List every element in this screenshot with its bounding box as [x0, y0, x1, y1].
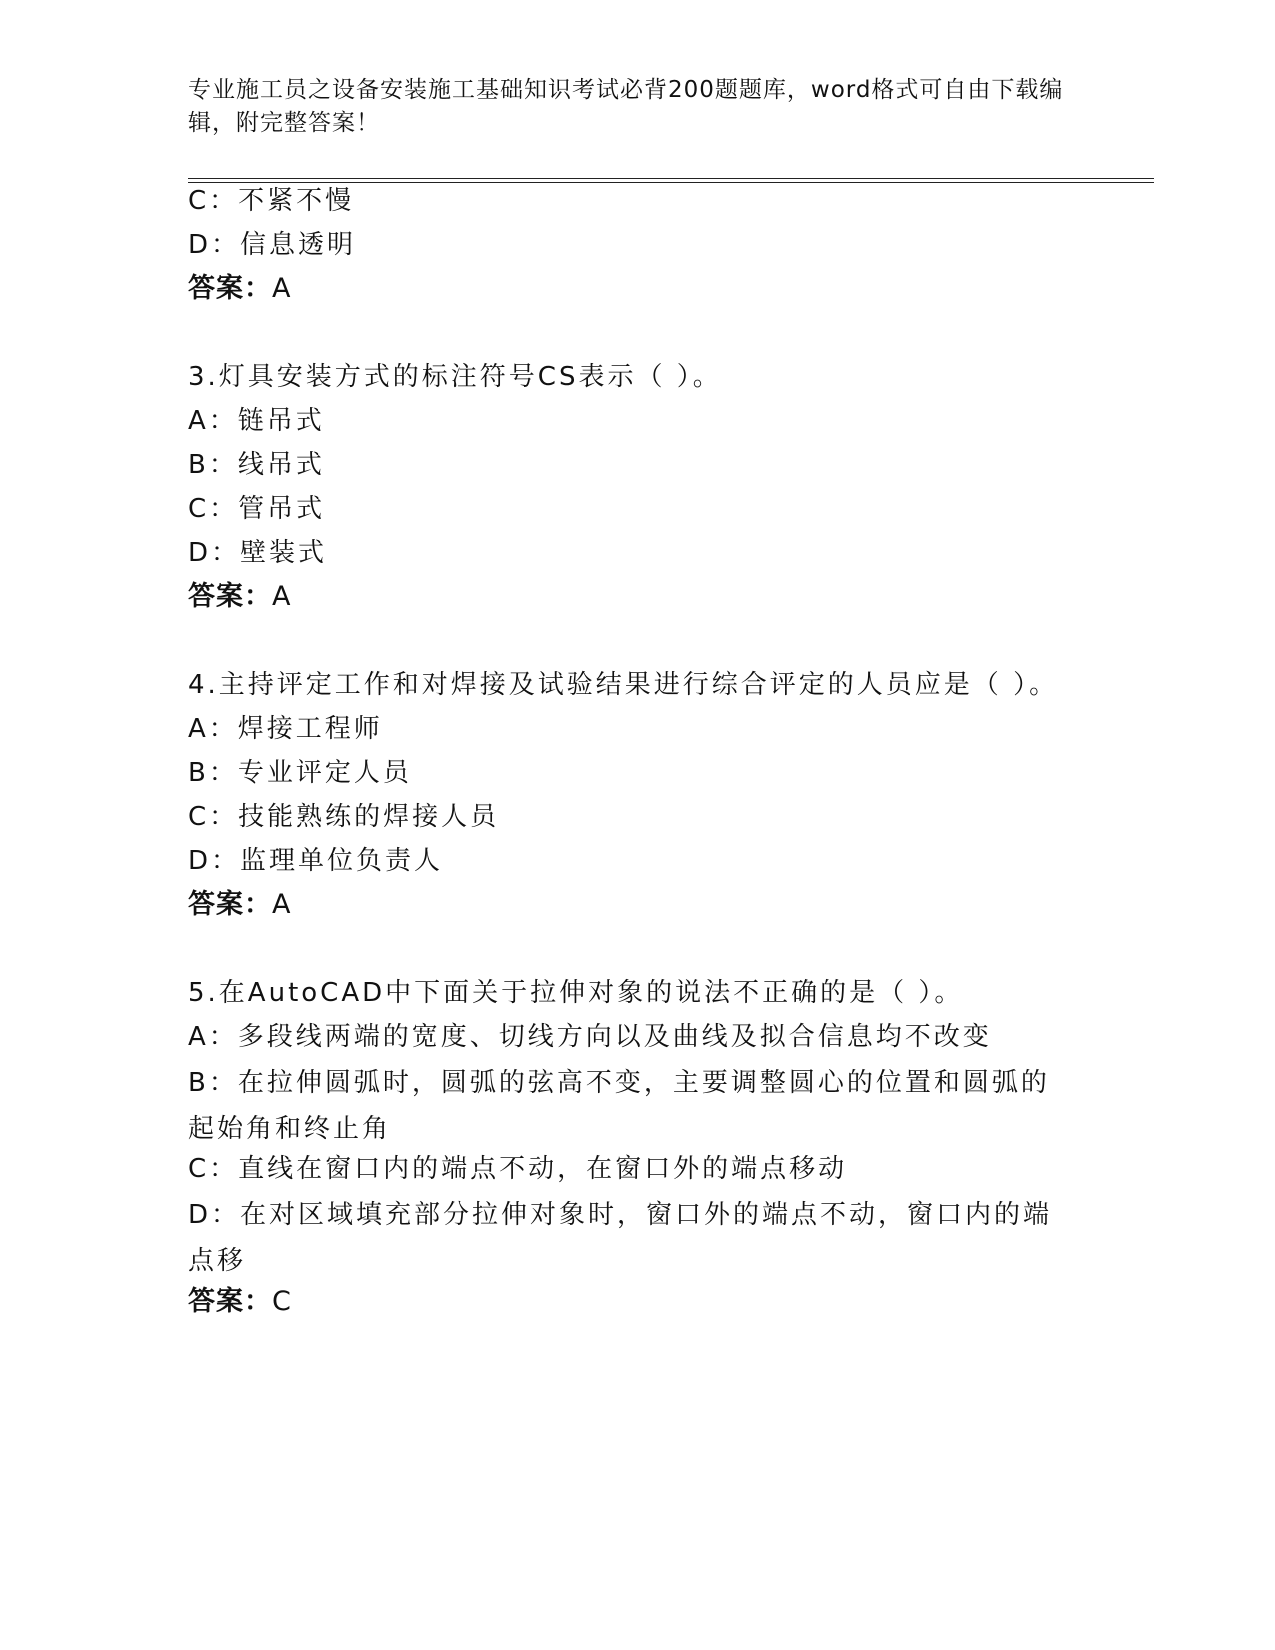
q5-option-d: D：在对区域填充部分拉伸对象时，窗口外的端点不动，窗口内的端点移 [188, 1200, 1053, 1276]
answer-value: A [272, 889, 292, 920]
q5-option-a: A：多段线两端的宽度、切线方向以及曲线及拟合信息均不改变 [188, 1022, 992, 1052]
answer-value: A [272, 273, 292, 304]
header-divider-top [188, 178, 1154, 179]
q4-option-d: D：监理单位负责人 [188, 846, 444, 876]
q3-stem: 3.灯具安装方式的标注符号CS表示（ ）。 [188, 362, 722, 392]
header-divider-bottom [188, 182, 1154, 183]
q5-answer [188, 1285, 292, 1319]
q4-option-c: C：技能熟练的焊接人员 [188, 802, 500, 832]
answer-value: C [272, 1286, 292, 1317]
q2-option-d: D：信息透明 [188, 230, 357, 260]
q3-answer [188, 580, 291, 614]
q5-stem: 5.在AutoCAD中下面关于拉伸对象的说法不正确的是（ ）。 [188, 978, 964, 1008]
q4-option-b: B：专业评定人员 [188, 758, 412, 788]
document-header: 专业施工员之设备安装施工基础知识考试必背200题题库，word格式可自由下载编辑，附完整答案！ [188, 77, 1064, 136]
q3-option-d: D：壁装式 [188, 538, 328, 568]
q4-option-a: A：焊接工程师 [188, 714, 383, 744]
answer-value: A [272, 581, 292, 612]
q4-answer [188, 888, 291, 922]
q4-stem: 4.主持评定工作和对焊接及试验结果进行综合评定的人员应是（ ）。 [188, 670, 1059, 700]
q3-option-a: A：链吊式 [188, 406, 325, 436]
answer-label: 答案： [188, 1286, 272, 1317]
q5-option-c: C：直线在窗口内的端点不动，在窗口外的端点移动 [188, 1154, 848, 1184]
q5-option-b: B：在拉伸圆弧时，圆弧的弦高不变，主要调整圆心的位置和圆弧的起始角和终止角 [188, 1068, 1050, 1144]
q2-option-c: C：不紧不慢 [188, 186, 355, 216]
q3-option-b: B：线吊式 [188, 450, 325, 480]
q2-answer [188, 272, 291, 306]
answer-label: 答案： [188, 581, 272, 612]
answer-label: 答案： [188, 889, 272, 920]
q3-option-c: C：管吊式 [188, 494, 326, 524]
answer-label: 答案： [188, 273, 272, 304]
